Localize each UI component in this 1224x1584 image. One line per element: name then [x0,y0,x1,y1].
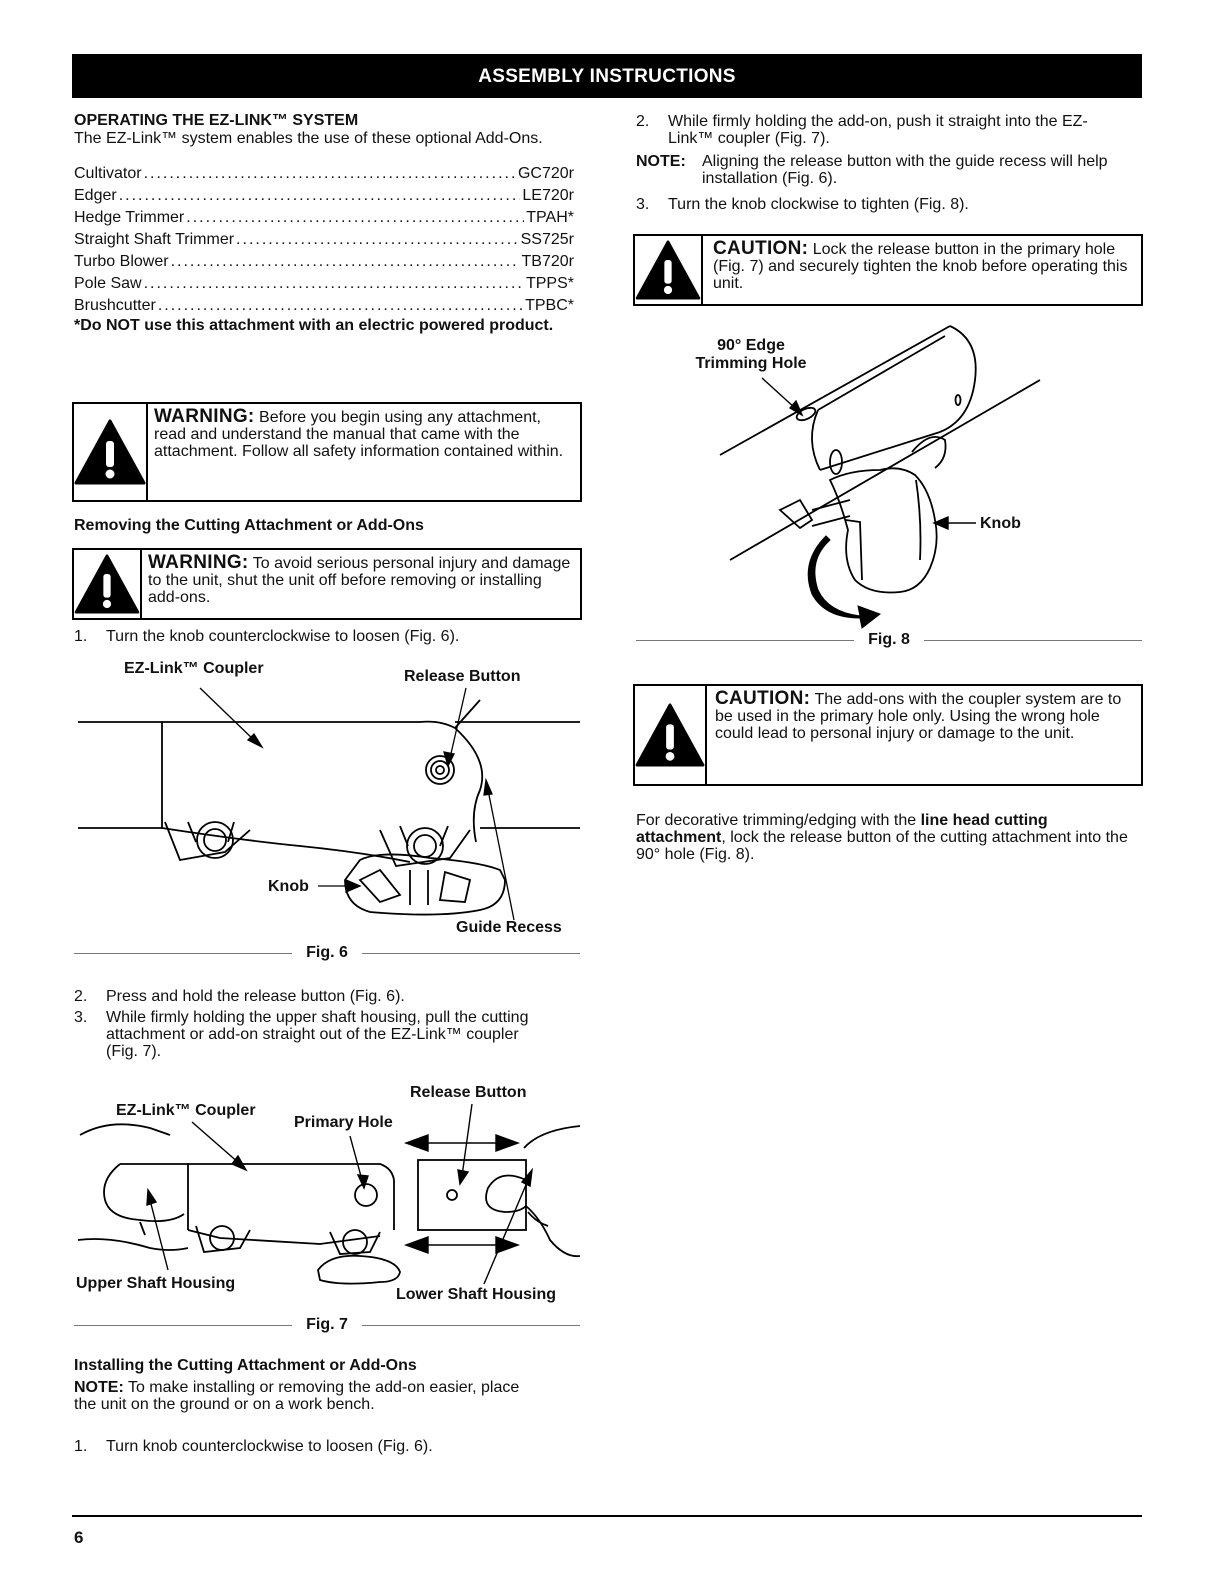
step-text: Press and hold the release button (Fig. 6). [106,988,405,1005]
decorative-text-bold: line head cutting attachment [636,812,1048,846]
caution-text [707,686,1141,784]
list-item: Cultivator ..... GC720r [74,163,574,185]
step-text: While firmly holding the upper shaft housing, pull the cutting attachment or add-on straight out of the EZ-Link™ coupler (Fig. 7). [106,1009,529,1060]
note-label: NOTE: [636,153,686,170]
warning-body: Before you begin using any attachment, read and understand the manual that came with the attachment. Follow all safety information contained within. [154,409,564,460]
operating-title: OPERATING THE EZ-LINK™ SYSTEM [74,112,359,129]
caption-label: Fig. 7 [306,1316,348,1333]
fig6-label-knob: Knob [268,878,309,895]
fig8-caption [636,631,1142,649]
fig7-label-coupler: EZ-Link™ Coupler [116,1102,256,1119]
step-text: Turn knob counterclockwise to loosen (Fig. 6). [106,1438,433,1455]
caption-label: Fig. 6 [306,944,348,961]
decorative-text-after: , lock the release button of the cutting attachment into the 90° hole (Fig. 8). [636,829,1128,863]
list-item: Hedge Trimmer ..... TPAH* [74,207,574,229]
fig7-label-release: Release Button [410,1084,527,1101]
fig6-label-coupler: EZ-Link™ Coupler [124,660,264,677]
footer-rule [72,1515,1142,1517]
caption-label: Fig. 8 [868,631,910,648]
decorative-text-before: For decorative trimming/edging with the [636,812,921,829]
list-item: Turbo Blower ..... TB720r [74,251,574,273]
list-item: Straight Shaft Trimmer ..... SS725r [74,229,574,251]
electric-footnote: *Do NOT use this attachment with an electric powered product. [74,317,554,334]
list-item: Brushcutter ..... TPBC* [74,295,574,317]
list-item: Edger ..... LE720r [74,185,574,207]
fig8-label-knob: Knob [980,515,1021,532]
step-number: 1. [74,628,88,645]
step-text: Turn the knob clockwise to tighten (Fig. 8). [668,196,969,213]
fig6-label-release: Release Button [404,668,521,685]
step-text: While firmly holding the add-on, push it straight into the EZ-Link™ coupler (Fig. 7). [668,113,1088,147]
step-number: 2. [636,113,650,130]
caution-icon-cell [635,686,707,784]
warning-signal: WARNING: [148,552,249,573]
note-text: Aligning the release button with the guide recess will help installation (Fig. 6). [702,153,1108,187]
step-number: 3. [74,1009,88,1026]
caution-body: Lock the release button in the primary hole (Fig. 7) and securely tighten the knob before operating this unit. [713,241,1128,292]
warning-signal: WARNING: [154,406,255,427]
step-number: 1. [74,1438,88,1455]
note-label: NOTE: [74,1379,124,1396]
operating-intro: The EZ-Link™ system enables the use of these optional Add-Ons. [74,130,543,147]
fig8-label-edge-line2: Trimming Hole [695,355,807,372]
section-header: ASSEMBLY INSTRUCTIONS [72,54,1142,98]
fig7-label-primary: Primary Hole [294,1114,393,1131]
caution-signal: CAUTION: [715,688,811,709]
caution-signal: CAUTION: [713,238,809,259]
fig7-label-lower: Lower Shaft Housing [396,1286,556,1303]
warning-body: To avoid serious personal injury and damage to the unit, shut the unit off before removing or installing add-ons. [148,555,571,606]
list-item: Pole Saw ..... TPPS* [74,273,574,295]
warning-triangle-icon [635,703,705,767]
note-text: To make installing or removing the add-on easier, place the unit on the ground or on a work bench. [74,1379,520,1413]
step-text: Turn the knob counterclockwise to loosen (Fig. 6). [106,628,460,645]
caution-box-primary-hole [633,684,1143,786]
caption-rule [924,640,1142,641]
rotation-arrow-icon [808,536,880,628]
caption-rule [636,640,854,641]
installing-title: Installing the Cutting Attachment or Add-Ons [74,1357,417,1374]
fig6-label-guide: Guide Recess [456,919,562,936]
step-number: 2. [74,988,88,1005]
decorative-trimming-paragraph [636,812,1136,863]
fig7-label-upper: Upper Shaft Housing [76,1275,236,1292]
page-number: 6 [74,1528,84,1547]
caution-body: The add-ons with the coupler system are to be used in the primary hole only. Using the wrong hole could lead to personal injury or damage to the unit. [715,691,1122,742]
removing-title: Removing the Cutting Attachment or Add-Ons [74,517,424,534]
fig8-label-edge-line1: 90° Edge [717,337,785,354]
step-number: 3. [636,196,650,213]
